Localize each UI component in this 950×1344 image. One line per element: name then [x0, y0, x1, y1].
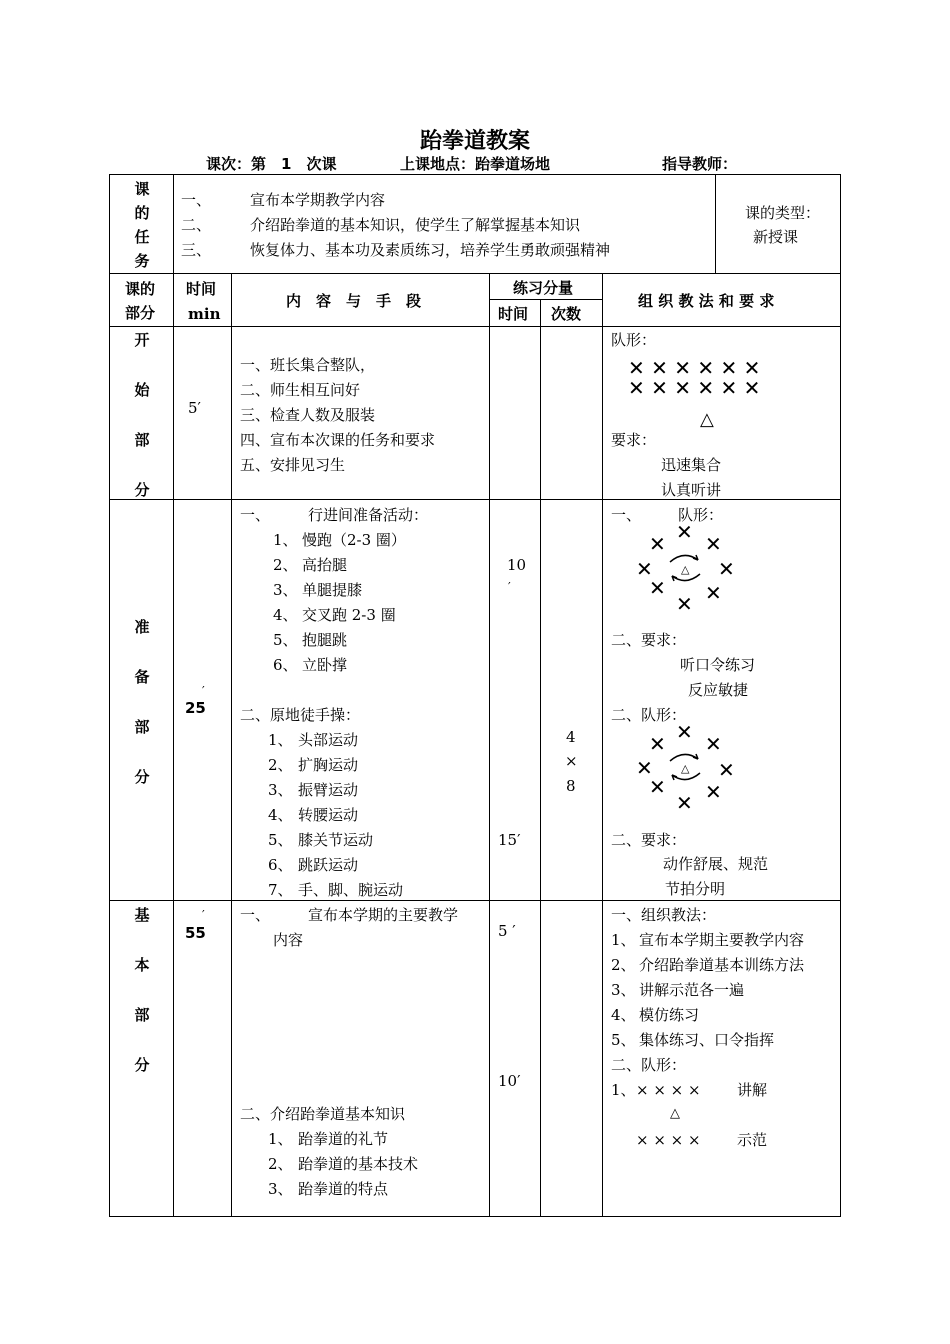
basic-c2-3: 跆拳道的特点 [298, 1180, 389, 1198]
prep-ex-3-num: 3、 [268, 781, 293, 799]
center-triangle-icon: △ [681, 762, 690, 775]
basic-c1-num: 一、 [240, 906, 271, 924]
formation-x-icon: ✕ [649, 532, 666, 556]
prep-act-5-num: 5、 [273, 631, 298, 649]
start-time: 5′ [188, 399, 201, 417]
task-item-3: 恢复体力、基本功及素质练习，培养学生勇敢顽强精神 [250, 241, 611, 259]
teacher-triangle-icon: △ [700, 409, 714, 430]
prep-ex-5-num: 5、 [268, 831, 293, 849]
prep-act-2: 高抬腿 [302, 556, 348, 574]
task-item-2: 介绍跆拳道的基本知识，使学生了解掌握基本知识 [250, 216, 581, 234]
lesson-type-label: 课的类型： [745, 204, 821, 222]
prep-r1-1: 听口令练习 [680, 656, 756, 674]
prep-act-1: 慢跑（2-3 圈） [302, 531, 406, 549]
page-title: 跆拳道教案 [419, 129, 530, 154]
lesson-number: 课次：第 1 次课 [206, 155, 337, 173]
prep-r1-2: 反应敏捷 [688, 681, 749, 699]
rotation-arrow-icon [662, 747, 708, 787]
basic-time: 55 [185, 924, 206, 942]
prep-label-2: 备 [134, 668, 150, 686]
prep-act-4: 交叉跑 2-3 圈 [302, 606, 396, 624]
prep-amt-time-2: 15′ [498, 831, 521, 849]
basic-method-3: 讲解示范各一遍 [639, 981, 745, 999]
prep-act-1-num: 1、 [273, 531, 298, 549]
task-item-1: 宣布本学期教学内容 [250, 191, 386, 209]
prep-f1-label: 队形： [678, 506, 724, 524]
col-content: 内 容 与 手 段 [286, 292, 422, 310]
start-label-2: 始 [134, 381, 150, 399]
col-method: 组 织 教 法 和 要 求 [638, 292, 775, 310]
basic-c2-3-num: 3、 [268, 1180, 293, 1198]
start-req-label: 要求： [611, 431, 657, 449]
basic-teacher-triangle-icon: △ [670, 1106, 680, 1121]
col-time-1: 时间 [186, 280, 217, 298]
formation-x-icon: ✕ [705, 780, 722, 804]
formation-x-icon: ✕ [705, 532, 722, 556]
teacher-label: 指导教师： [662, 155, 738, 173]
col-amount-time: 时间 [498, 305, 529, 323]
formation-x-icon: ✕ [718, 557, 735, 581]
basic-method-4-num: 4、 [611, 1006, 636, 1024]
task-item-3-num: 三、 [181, 241, 212, 259]
formation-row-1: ✕ ✕ ✕ ✕ ✕ ✕ [628, 356, 761, 380]
start-formation-label: 队形： [611, 331, 657, 349]
prep-ex-2: 扩胸运动 [298, 756, 359, 774]
basic-method-1: 宣布本学期主要教学内容 [639, 931, 805, 949]
prep-ex-1-num: 1、 [268, 731, 293, 749]
start-item-1: 一、班长集合整队， [240, 356, 376, 374]
formation-x-icon: ✕ [718, 758, 735, 782]
prep-label-1: 准 [134, 618, 150, 636]
center-triangle-icon: △ [681, 563, 690, 576]
basic-method-5-num: 5、 [611, 1031, 636, 1049]
formation-x-icon: ✕ [705, 732, 722, 756]
prep-time: 25 [185, 699, 206, 717]
col-part-2: 部分 [125, 304, 156, 322]
prep-ex-7-num: 7、 [268, 881, 293, 899]
basic-method-4: 模仿练习 [639, 1006, 700, 1024]
col-part-1: 课的 [125, 280, 156, 298]
prep-act-title: 行进间准备活动： [308, 506, 429, 524]
basic-c2-2-num: 2、 [268, 1155, 293, 1173]
prep-act-4-num: 4、 [273, 606, 298, 624]
basic-formation-note-1: 讲解 [737, 1081, 768, 1099]
basic-label-3: 部 [134, 1006, 150, 1024]
formation-x-icon: ✕ [636, 557, 653, 581]
lesson-type-value: 新授课 [753, 228, 799, 246]
prep-ex-4: 转腰运动 [298, 806, 359, 824]
prep-f2-label: 二、队形： [611, 706, 687, 724]
basic-method-1-num: 1、 [611, 931, 636, 949]
start-item-3: 三、检查人数及服装 [240, 406, 376, 424]
task-item-2-num: 二、 [181, 216, 212, 234]
basic-formation-label: 二、队形： [611, 1056, 687, 1074]
prep-f1-num: 一、 [611, 506, 642, 524]
task-label-3: 任 [134, 228, 150, 246]
prep-act-5: 抱腿跳 [302, 631, 348, 649]
formation-row-2: ✕ ✕ ✕ ✕ ✕ ✕ [628, 376, 761, 400]
prep-ex-3: 振臂运动 [298, 781, 359, 799]
basic-time-mark: ′ [202, 908, 205, 922]
col-amount-count: 次数 [551, 305, 582, 323]
basic-method-5: 集体练习、口令指挥 [639, 1031, 775, 1049]
start-label-4: 分 [134, 481, 150, 499]
prep-time-mark: ′ [202, 684, 205, 698]
prep-label-4: 分 [134, 768, 150, 786]
prep-label-3: 部 [134, 718, 150, 736]
prep-ex-4-num: 4、 [268, 806, 293, 824]
start-item-2: 二、师生相互问好 [240, 381, 361, 399]
basic-c2-1: 跆拳道的礼节 [298, 1130, 389, 1148]
prep-count-3: 8 [566, 777, 576, 795]
basic-amt-2: 10′ [498, 1072, 521, 1090]
basic-label-4: 分 [134, 1056, 150, 1074]
formation-x-icon: ✕ [649, 576, 666, 600]
prep-act-3: 单腿提膝 [302, 581, 363, 599]
prep-ex-5: 膝关节运动 [298, 831, 374, 849]
formation-x-icon: ✕ [636, 756, 653, 780]
basic-amt-1: 5 ′ [498, 922, 516, 940]
basic-c1: 宣布本学期的主要教学 [308, 906, 459, 924]
rotation-arrow-icon [662, 548, 708, 588]
prep-r2-2: 节拍分明 [665, 880, 726, 898]
formation-x-icon: ✕ [676, 520, 693, 544]
basic-label-1: 基 [134, 906, 150, 924]
prep-act-2-num: 2、 [273, 556, 298, 574]
col-amount: 练习分量 [513, 279, 574, 297]
formation-x-icon: ✕ [676, 791, 693, 815]
basic-formation-1-prefix: 1、 [611, 1081, 636, 1099]
prep-ex-7: 手、脚、腕运动 [298, 881, 404, 899]
formation-x-icon: ✕ [676, 720, 693, 744]
prep-r2-1: 动作舒展、规范 [663, 855, 769, 873]
start-item-4: 四、宣布本次课的任务和要求 [240, 431, 436, 449]
basic-method-2: 介绍跆拳道基本训练方法 [639, 956, 805, 974]
basic-formation-row-2: × × × × [636, 1131, 701, 1149]
prep-count-2: × [565, 752, 578, 770]
prep-act-3-num: 3、 [273, 581, 298, 599]
prep-act-6-num: 6、 [273, 656, 298, 674]
start-req-2: 认真听讲 [661, 481, 722, 499]
task-label-1: 课 [134, 180, 150, 198]
basic-c2-1-num: 1、 [268, 1130, 293, 1148]
prep-ex-1: 头部运动 [298, 731, 359, 749]
basic-formation-row-1: × × × × [636, 1081, 701, 1099]
basic-label-2: 本 [134, 956, 150, 974]
prep-act-title-num: 一、 [240, 506, 271, 524]
basic-c2-2: 跆拳道的基本技术 [298, 1155, 419, 1173]
col-time-2: min [188, 305, 221, 323]
basic-formation-note-2: 示范 [737, 1131, 768, 1149]
prep-r1-label: 二、要求： [611, 631, 687, 649]
prep-ex-2-num: 2、 [268, 756, 293, 774]
basic-method-2-num: 2、 [611, 956, 636, 974]
formation-x-icon: ✕ [649, 775, 666, 799]
formation-x-icon: ✕ [705, 581, 722, 605]
prep-r2-label: 二、要求： [611, 831, 687, 849]
basic-c1-cont: 内容 [273, 931, 304, 949]
lesson-place: 上课地点：跆拳道场地 [400, 155, 551, 173]
start-label-3: 部 [134, 431, 150, 449]
task-label-2: 的 [134, 204, 150, 222]
prep-count-1: 4 [566, 728, 576, 746]
task-label-4: 务 [134, 252, 150, 270]
start-item-5: 五、安排见习生 [240, 456, 346, 474]
formation-x-icon: ✕ [676, 592, 693, 616]
prep-act-6: 立卧撑 [302, 656, 348, 674]
prep-amt-time-1-mark: ′ [508, 580, 511, 594]
prep-amt-time-1: 10 [507, 556, 527, 574]
task-item-1-num: 一、 [181, 191, 212, 209]
prep-ex-6: 跳跃运动 [298, 856, 359, 874]
basic-method-title: 一、组织教法： [611, 906, 717, 924]
prep-ex-title: 二、原地徒手操： [240, 706, 361, 724]
start-req-1: 迅速集合 [661, 456, 722, 474]
basic-c2: 二、介绍跆拳道基本知识 [240, 1105, 406, 1123]
formation-x-icon: ✕ [649, 732, 666, 756]
prep-ex-6-num: 6、 [268, 856, 293, 874]
basic-method-3-num: 3、 [611, 981, 636, 999]
start-label-1: 开 [134, 331, 150, 349]
